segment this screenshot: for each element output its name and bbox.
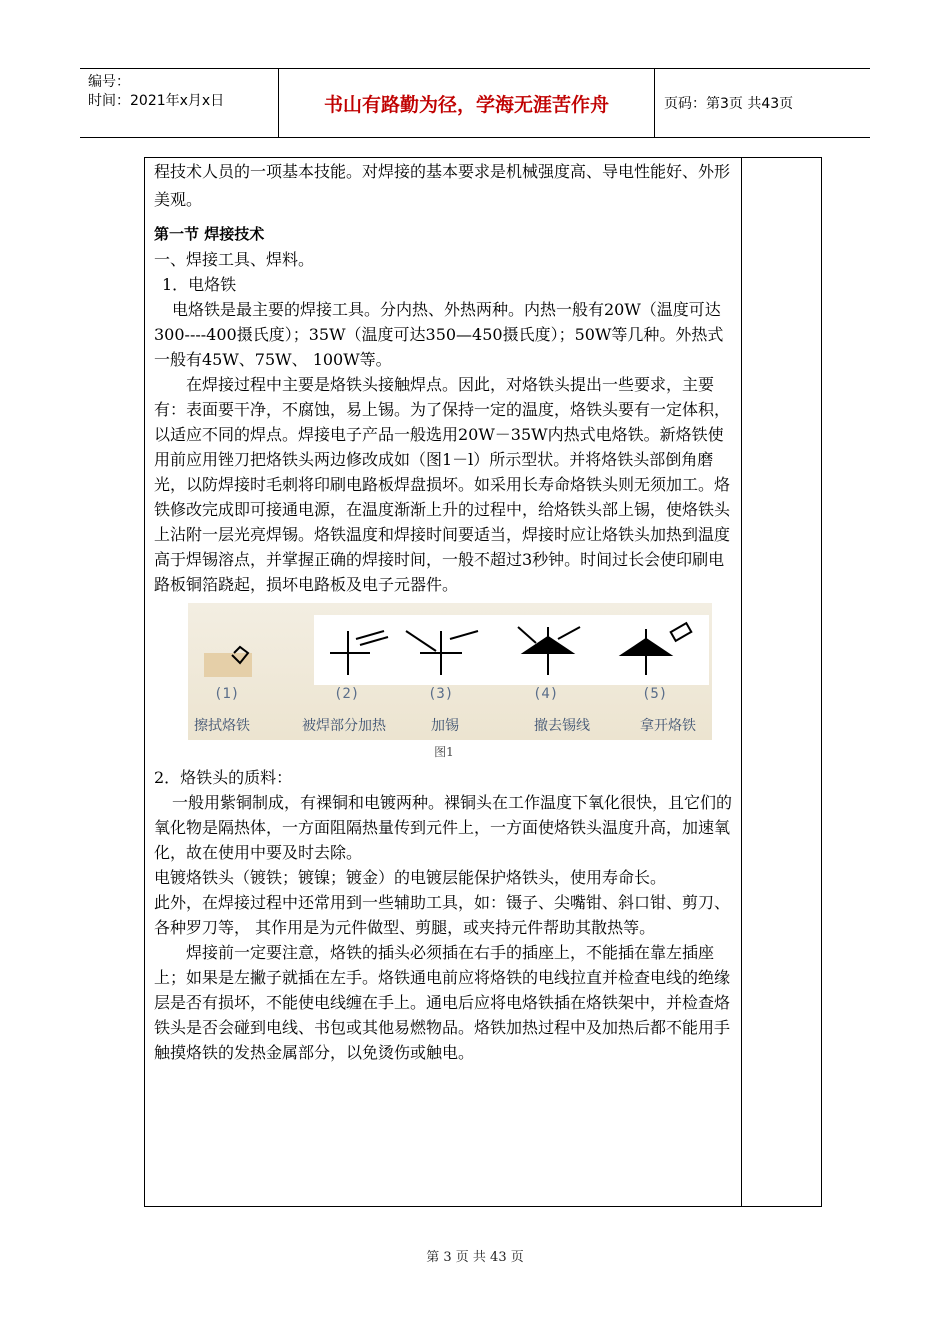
step5-remove-iron-icon [622,623,691,675]
page-header [80,68,870,138]
step-caption: 加锡 [431,718,459,734]
step-number: (3) [428,686,454,702]
header-number-label: 编号： [88,74,130,90]
step-caption: 被焊部分加热 [302,718,386,734]
step3-solder-icon [406,631,478,675]
intro-paragraph: 程技术人员的一项基本技能。对焊接的基本要求是机械强度高、导电性能好、外形美观。 [154,162,731,209]
step-caption: 拿开烙铁 [640,718,696,734]
step-number: (4) [533,686,559,702]
step-caption: 撤去锡线 [534,718,590,734]
header-page-info: 页码：第3页 共43页 [664,96,794,112]
figure-label: 图1 [434,745,454,759]
step-caption: 擦拭烙铁 [194,718,250,734]
iron-paragraph: 电烙铁是最主要的焊接工具。分内热、外热两种。内热一般有20W（温度可达300----400摄氏度）；35W（温度可达350—450摄氏度）；50W等几种。外热式一般有45W、75W、 100W等。 [154,300,724,369]
step4-remove-wire-icon [518,627,580,675]
header-meta [88,73,224,111]
table-column-divider [741,158,742,1206]
item-heading-material: 2．烙铁头的质料： [154,768,293,787]
page-footer: 第 3 页 共 43 页 [426,1250,524,1265]
step-number: (5) [642,686,668,702]
header-date-label: 时间：2021年x月x日 [88,93,225,109]
tip-paragraph: 在焊接过程中主要是烙铁头接触焊点。因此，对烙铁头提出一些要求，主要有：表面要干净，不腐蚀，易上锡。为了保持一定的温度，烙铁头要有一定体积，以适应不同的焊点。焊接电子产品一般选用20W－35W内热式电烙铁。新烙铁使用前应用锉刀把烙铁头两边修改成如（图1－l）所示型状。并将烙铁头部倒角磨光，以防焊接时毛刺将印刷电路板焊盘损坏。如采用长寿命烙铁头则无须加工。烙铁修改完成即可接通电源，在温度渐渐上升的过程中，给烙铁头部上锡，使烙铁头上沾附一层光亮焊锡。烙铁温度和焊接时间要适当，焊接时应让烙铁头加热到温度高于焊锡溶点，并掌握正确的焊接时间，一般不超过3秒钟。时间过长会使印刷电路板铜箔跷起，损坏电路板及电子元器件。 [154,375,731,594]
section-title: 第一节 焊接技术 [154,225,265,243]
content-table [144,157,822,1207]
subsection-heading: 一、焊接工具、焊料。 [154,250,315,269]
plated-paragraph: 电镀烙铁头（镀铁；镀镍；镀金）的电镀层能保护烙铁头，使用寿命长。 [154,868,667,887]
step-number: (1) [214,686,240,702]
header-motto: 书山有路勤为径，学海无涯苦作舟 [323,93,609,116]
material-paragraph: 一般用紫铜制成，有裸铜和电镀两种。裸铜头在工作温度下氧化很快，且它们的氧化物是隔热体，一方面阻隔热量传到元件上，一方面使烙铁头温度升高，加速氧化，故在使用中要及时去除。 [154,793,733,862]
step2-heat-icon [330,631,388,675]
step1-iron-icon [232,647,248,663]
main-text [154,158,734,1065]
item-heading-iron: 1．电烙铁 [162,275,237,294]
safety-paragraph: 焊接前一定要注意，烙铁的插头必须插在右手的插座上，不能插在靠左插座上；如果是左撇子就插在左手。烙铁通电前应将烙铁的电线拉直并检查电线的绝缘层是否有损坏，不能使电线缠在手上。通电后应将电烙铁插在烙铁架中，并检查烙铁头是否会碰到电线、书包或其他易燃物品。烙铁加热过程中及加热后都不能用手触摸烙铁的发热金属部分，以免烫伤或触电。 [154,943,731,1062]
soldering-steps-figure [188,603,712,740]
header-divider [654,69,655,137]
aux-tools-paragraph: 此外，在焊接过程中还常用到一些辅助工具，如：镊子、尖嘴钳、斜口钳、剪刀、各种罗刀等， 其作用是为元件做型、剪腿，或夹持元件帮助其散热等。 [154,893,731,937]
step-number: (2) [334,686,360,702]
